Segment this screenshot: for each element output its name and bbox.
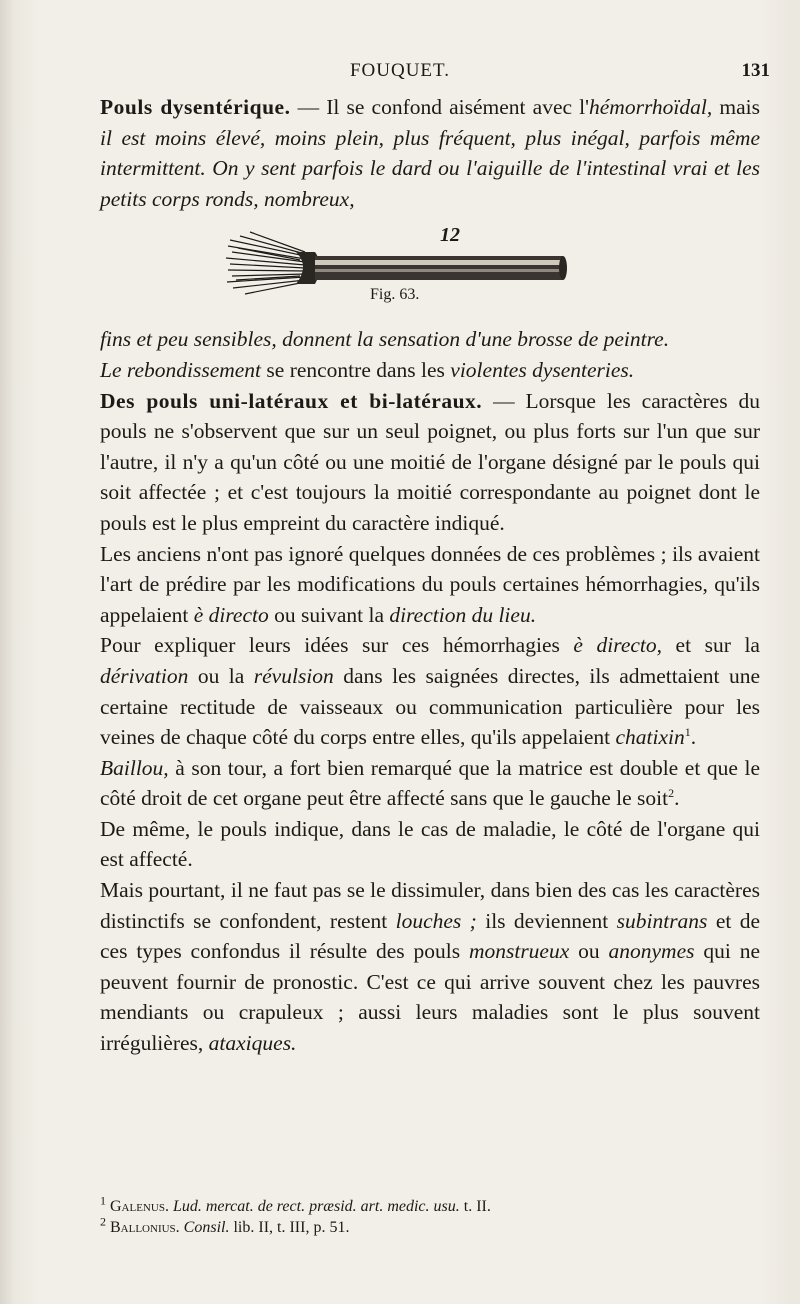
paragraph-de-meme: De même, le pouls indique, dans le cas de maladie, le côté de l'organe qui est affecté. [100, 816, 760, 872]
paragraph-uni-bi-lateraux: Des pouls uni-latéraux et bi-latéraux. — Lorsque les caractères du pouls ne s'observent que sur un seul poignet, ou plus forts sur l'un que sur l'autre, il n'y a qu'un côté ou une moitié de l'organe désigné par le pouls qui soit affectée ; et c'est toujours la moitié correspondante au poignet dont le pouls est le plus empreint du caractère indiqué. [100, 388, 760, 535]
paragraph-continuation: fins et peu sensibles, donnent la sensation d'une brosse de peintre. Le rebondissement se rencontre dans les violentes dysenteries. [100, 327, 670, 382]
paragraph-hemorrhagies: Pour expliquer leurs idées sur ces hémorrhagies è directo, et sur la dérivation ou la révulsion dans les saignées directes, ils admettaient une certaine rectitude de vaisseaux ou communication particulière pour les veines de chaque côté du corps entre elles, qu'ils appelaient chatixin$^1$. [100, 633, 760, 750]
paragraph-anciens: Les anciens n'ont pas ignoré quelques données de ces problèmes ; ils avaient l'art de prédire par les modifications du pouls certaines hémorrhagies, qu'ils appelaient è directo ou suivant la direction du lieu. [100, 541, 760, 627]
footnote-ref-1: 1 [684, 724, 691, 739]
figure-brush [100, 218, 760, 316]
footnotes [100, 1193, 760, 1238]
footnote-1: $^1$ Galenus. Lud. mercat. de rect. præsid. art. medic. usu. t. II. [100, 1193, 491, 1215]
footnote-2: $^2$ Ballonius. Consil. lib. II, t. III, p. 51. [100, 1214, 350, 1236]
footnote-ref-2: 2 [668, 786, 675, 801]
paragraph-baillou: Baillou, à son tour, a fort bien remarqué que la matrice est double et que le côté droit de cet organe peut être affecté sans que le gauche le soit$^2$. [100, 755, 760, 811]
page-number: 131 [741, 60, 770, 81]
section-heading-pouls-dysenterique: Pouls dysentérique. [100, 95, 291, 119]
paragraph-mais-pourtant: Mais pourtant, il ne faut pas se le dissimuler, dans bien des cas les caractères distinctifs se confondent, restent louches ; ils deviennent subintrans et de ces types confondus il résulte des pouls monstrueux ou anonymes qui ne peuvent fournir de pronostic. C'est ce qui arrive souvent chez les pauvres mendiants ou crapuleux ; aussi leurs maladies sont le plus souvent irrégulières, ataxiques. [100, 878, 760, 1056]
figure-caption: Fig. 63. [370, 286, 420, 304]
running-head [0, 60, 800, 90]
section-heading-uni-bi-lateraux: Des pouls uni-latéraux et bi-latéraux. [100, 388, 483, 413]
running-title: FOUQUET. [349, 60, 450, 81]
figure-number: 12 [440, 224, 460, 247]
body-text [100, 92, 760, 1059]
brush-illustration [100, 218, 760, 316]
paragraph-pouls-dysenterique: Pouls dysentérique. — Il se confond aisément avec l'hémorrhoïdal, mais il est moins élevé, moins plein, plus fréquent, plus inégal, parfois même intermittent. On y sent parfois le dard ou l'aiguille de l'intestinal vrai et les petits corps ronds, nombreux, [100, 95, 761, 211]
